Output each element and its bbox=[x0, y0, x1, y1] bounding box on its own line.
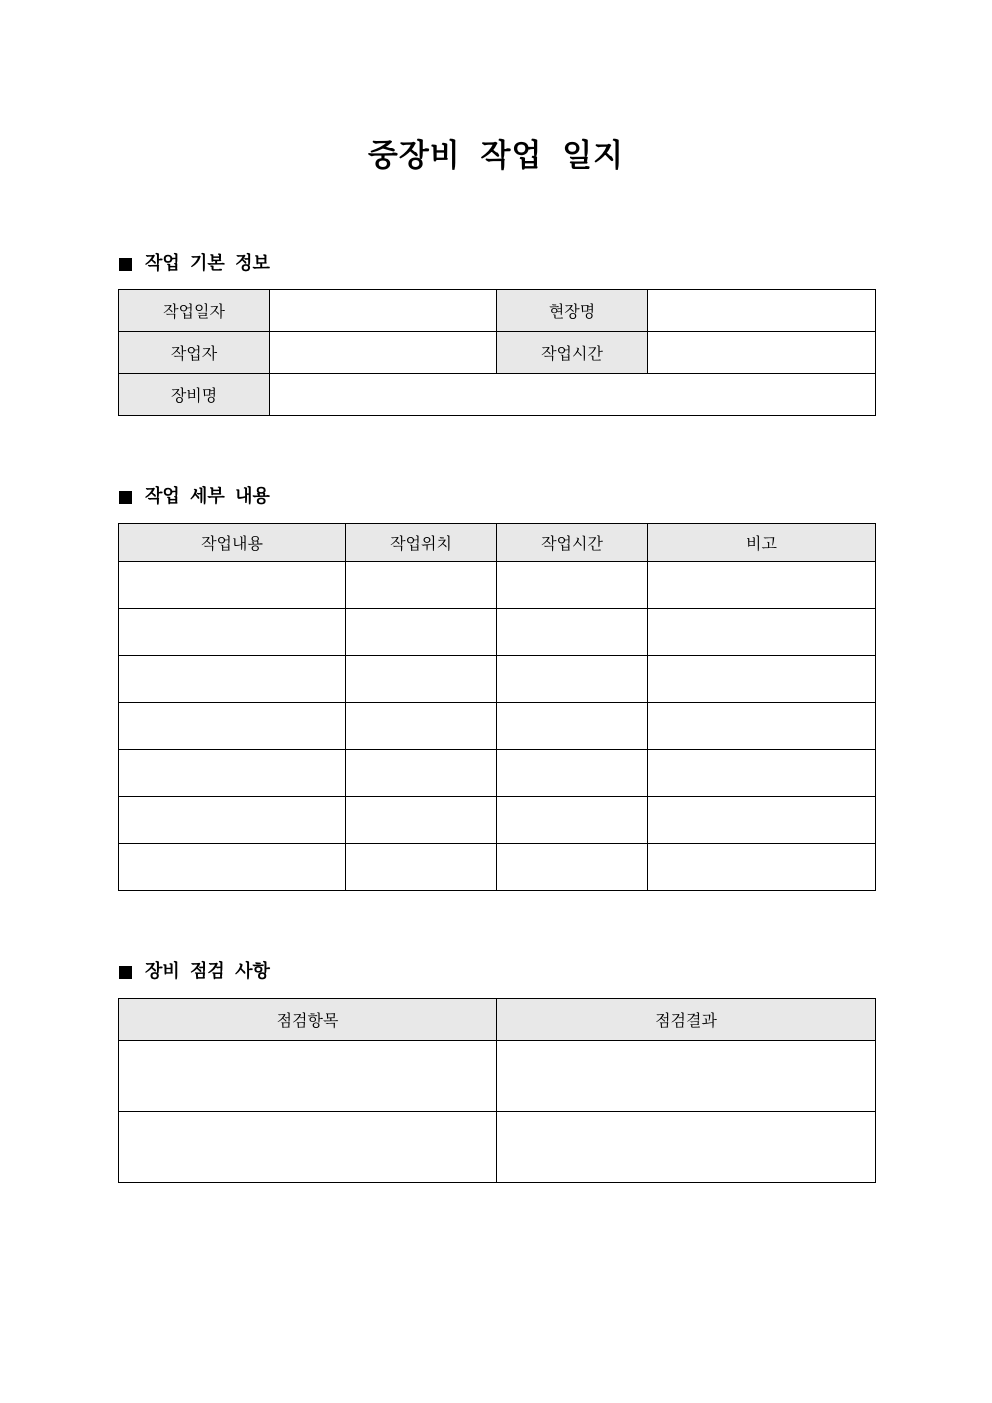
work-location-cell[interactable] bbox=[346, 844, 497, 891]
work-location-cell[interactable] bbox=[346, 703, 497, 750]
work-content-cell[interactable] bbox=[119, 750, 346, 797]
work-location-cell[interactable] bbox=[346, 609, 497, 656]
remarks-cell[interactable] bbox=[648, 844, 876, 891]
table-row bbox=[119, 290, 876, 332]
table-row bbox=[119, 703, 876, 750]
basic-info-table bbox=[118, 289, 876, 416]
work-time-cell[interactable] bbox=[497, 656, 648, 703]
section-heading-work-details-text: 작업 세부 내용 bbox=[145, 486, 270, 507]
work-content-cell[interactable] bbox=[119, 844, 346, 891]
black-square-icon bbox=[119, 966, 132, 979]
section-heading-inspection-text: 장비 점검 사항 bbox=[145, 961, 270, 982]
work-time-cell[interactable] bbox=[497, 703, 648, 750]
work-time-cell[interactable] bbox=[497, 797, 648, 844]
inspection-result-cell[interactable] bbox=[497, 1041, 876, 1112]
table-header-row bbox=[119, 524, 876, 562]
table-row bbox=[119, 656, 876, 703]
section-heading-work-details bbox=[119, 484, 270, 510]
inspection-result-cell[interactable] bbox=[497, 1112, 876, 1183]
remarks-cell[interactable] bbox=[648, 797, 876, 844]
work-time-cell[interactable] bbox=[497, 609, 648, 656]
work-content-cell[interactable] bbox=[119, 797, 346, 844]
work-time-label: 작업시간 bbox=[497, 332, 648, 374]
work-content-cell[interactable] bbox=[119, 562, 346, 609]
table-header-row bbox=[119, 999, 876, 1041]
work-time-cell[interactable] bbox=[497, 844, 648, 891]
column-header-inspection-item: 점검항목 bbox=[119, 999, 497, 1041]
inspection-item-cell[interactable] bbox=[119, 1112, 497, 1183]
work-content-cell[interactable] bbox=[119, 703, 346, 750]
remarks-cell[interactable] bbox=[648, 750, 876, 797]
work-location-cell[interactable] bbox=[346, 656, 497, 703]
table-row bbox=[119, 562, 876, 609]
inspection-table bbox=[118, 998, 876, 1183]
work-location-cell[interactable] bbox=[346, 797, 497, 844]
section-heading-basic-info bbox=[119, 251, 270, 277]
work-content-cell[interactable] bbox=[119, 656, 346, 703]
equipment-name-label: 장비명 bbox=[119, 374, 270, 416]
work-time-cell[interactable] bbox=[497, 750, 648, 797]
table-row bbox=[119, 844, 876, 891]
remarks-cell[interactable] bbox=[648, 656, 876, 703]
column-header-remarks: 비고 bbox=[648, 524, 876, 562]
worker-field[interactable] bbox=[270, 332, 497, 374]
black-square-icon bbox=[119, 491, 132, 504]
inspection-item-cell[interactable] bbox=[119, 1041, 497, 1112]
black-square-icon bbox=[119, 258, 132, 271]
page-title: 중장비 작업 일지 bbox=[367, 138, 625, 174]
column-header-work-time: 작업시간 bbox=[497, 524, 648, 562]
table-row bbox=[119, 609, 876, 656]
work-location-cell[interactable] bbox=[346, 562, 497, 609]
work-date-field[interactable] bbox=[270, 290, 497, 332]
table-row bbox=[119, 1041, 876, 1112]
table-row bbox=[119, 374, 876, 416]
column-header-work-location: 작업위치 bbox=[346, 524, 497, 562]
column-header-inspection-result: 점검결과 bbox=[497, 999, 876, 1041]
remarks-cell[interactable] bbox=[648, 562, 876, 609]
work-date-label: 작업일자 bbox=[119, 290, 270, 332]
work-time-cell[interactable] bbox=[497, 562, 648, 609]
section-heading-inspection bbox=[119, 959, 270, 985]
work-location-cell[interactable] bbox=[346, 750, 497, 797]
table-row bbox=[119, 1112, 876, 1183]
equipment-name-field[interactable] bbox=[270, 374, 876, 416]
remarks-cell[interactable] bbox=[648, 609, 876, 656]
column-header-work-content: 작업내용 bbox=[119, 524, 346, 562]
site-name-label: 현장명 bbox=[497, 290, 648, 332]
table-row bbox=[119, 797, 876, 844]
remarks-cell[interactable] bbox=[648, 703, 876, 750]
work-content-cell[interactable] bbox=[119, 609, 346, 656]
work-time-field[interactable] bbox=[648, 332, 876, 374]
work-details-table bbox=[118, 523, 876, 891]
table-row bbox=[119, 750, 876, 797]
site-name-field[interactable] bbox=[648, 290, 876, 332]
table-row bbox=[119, 332, 876, 374]
section-heading-basic-info-text: 작업 기본 정보 bbox=[145, 253, 270, 274]
worker-label: 작업자 bbox=[119, 332, 270, 374]
